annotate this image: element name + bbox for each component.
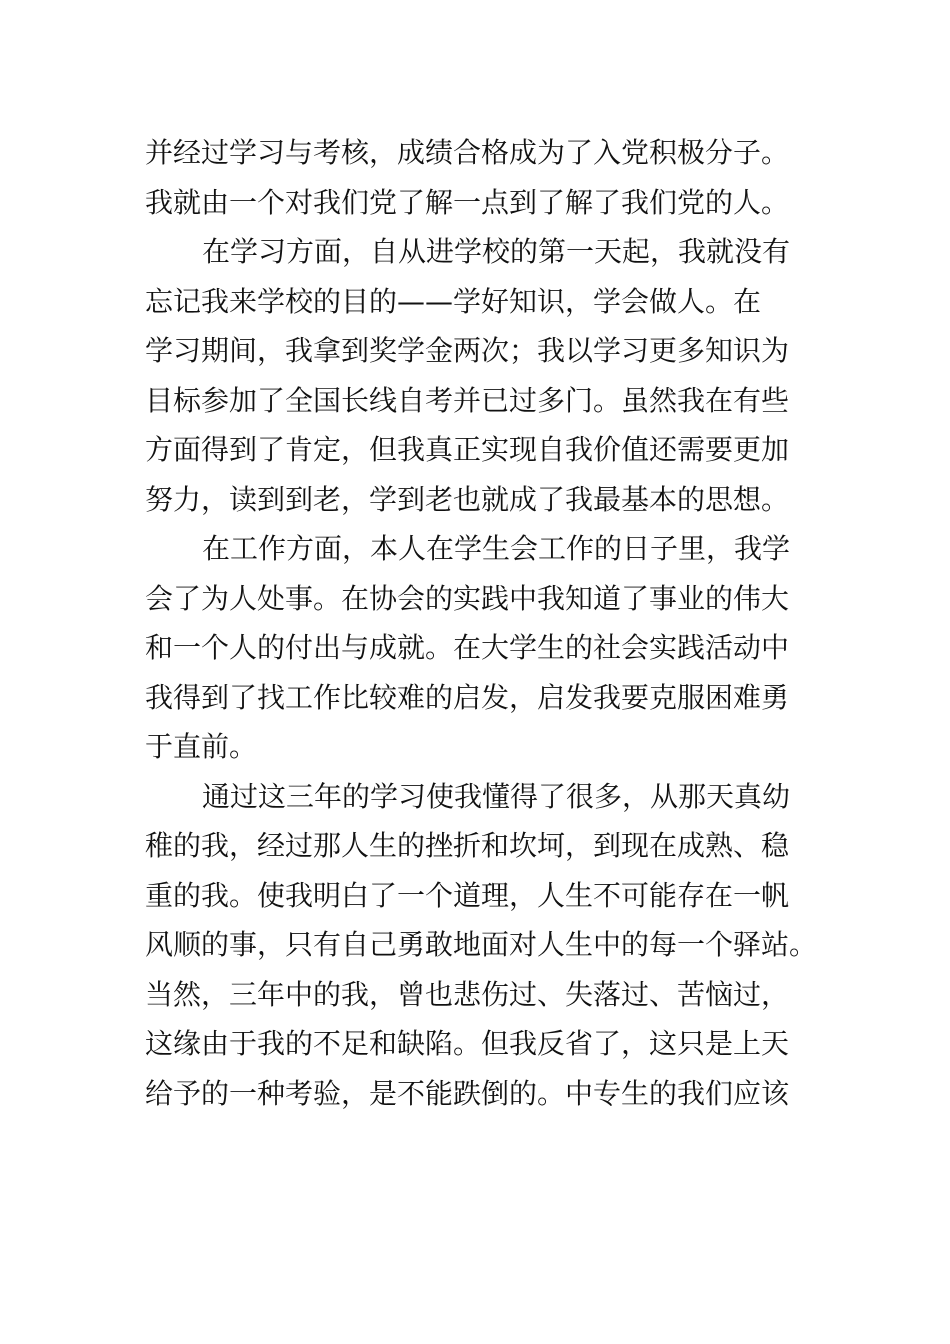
text-line: 忘记我来学校的目的——学好知识，学会做人。在 bbox=[145, 284, 762, 318]
text-line: 我得到了找工作比较难的启发，启发我要克服困难勇 bbox=[145, 680, 790, 714]
text-line: 努力，读到到老，学到老也就成了我最基本的思想。 bbox=[145, 482, 790, 516]
paragraph-reflection bbox=[145, 772, 818, 1119]
text-line: 于直前。 bbox=[145, 730, 258, 763]
text-line: 稚的我，经过那人生的挫折和坎坷，到现在成熟、稳 bbox=[145, 829, 790, 862]
text-line: 当然，三年中的我，曾也悲伤过、失落过、苦恼过， bbox=[145, 977, 790, 1011]
text-line: 重的我。使我明白了一个道理，人生不可能存在一帆 bbox=[145, 878, 790, 912]
paragraph-work bbox=[145, 524, 810, 772]
text-line: 和一个人的付出与成就。在大学生的社会实践活动中 bbox=[145, 631, 790, 664]
text-line: 我就由一个对我们党了解一点到了解了我们党的人。 bbox=[145, 185, 790, 219]
text-line: 在工作方面，本人在学生会工作的日子里，我学 bbox=[202, 532, 791, 565]
document-body bbox=[145, 128, 818, 1118]
text-line: 会了为人处事。在协会的实践中我知道了事业的伟大 bbox=[145, 581, 790, 615]
text-line: 通过这三年的学习使我懂得了很多，从那天真幼 bbox=[202, 779, 791, 813]
text-line: 学习期间，我拿到奖学金两次；我以学习更多知识为 bbox=[145, 334, 790, 367]
paragraph-party-activist bbox=[145, 128, 810, 227]
text-line: 风顺的事，只有自己勇敢地面对人生中的每一个驿站。 bbox=[145, 928, 818, 961]
text-line: 目标参加了全国长线自考并已过多门。虽然我在有些 bbox=[145, 383, 790, 417]
text-line: 在学习方面，自从进学校的第一天起，我就没有 bbox=[202, 235, 791, 268]
paragraph-study bbox=[145, 227, 810, 524]
text-line: 给予的一种考验，是不能跌倒的。中专生的我们应该 bbox=[145, 1076, 790, 1110]
text-line: 方面得到了肯定，但我真正实现自我价值还需要更加 bbox=[145, 433, 790, 466]
text-line: 并经过学习与考核，成绩合格成为了入党积极分子。 bbox=[145, 136, 790, 169]
text-line: 这缘由于我的不足和缺陷。但我反省了，这只是上天 bbox=[145, 1027, 790, 1060]
